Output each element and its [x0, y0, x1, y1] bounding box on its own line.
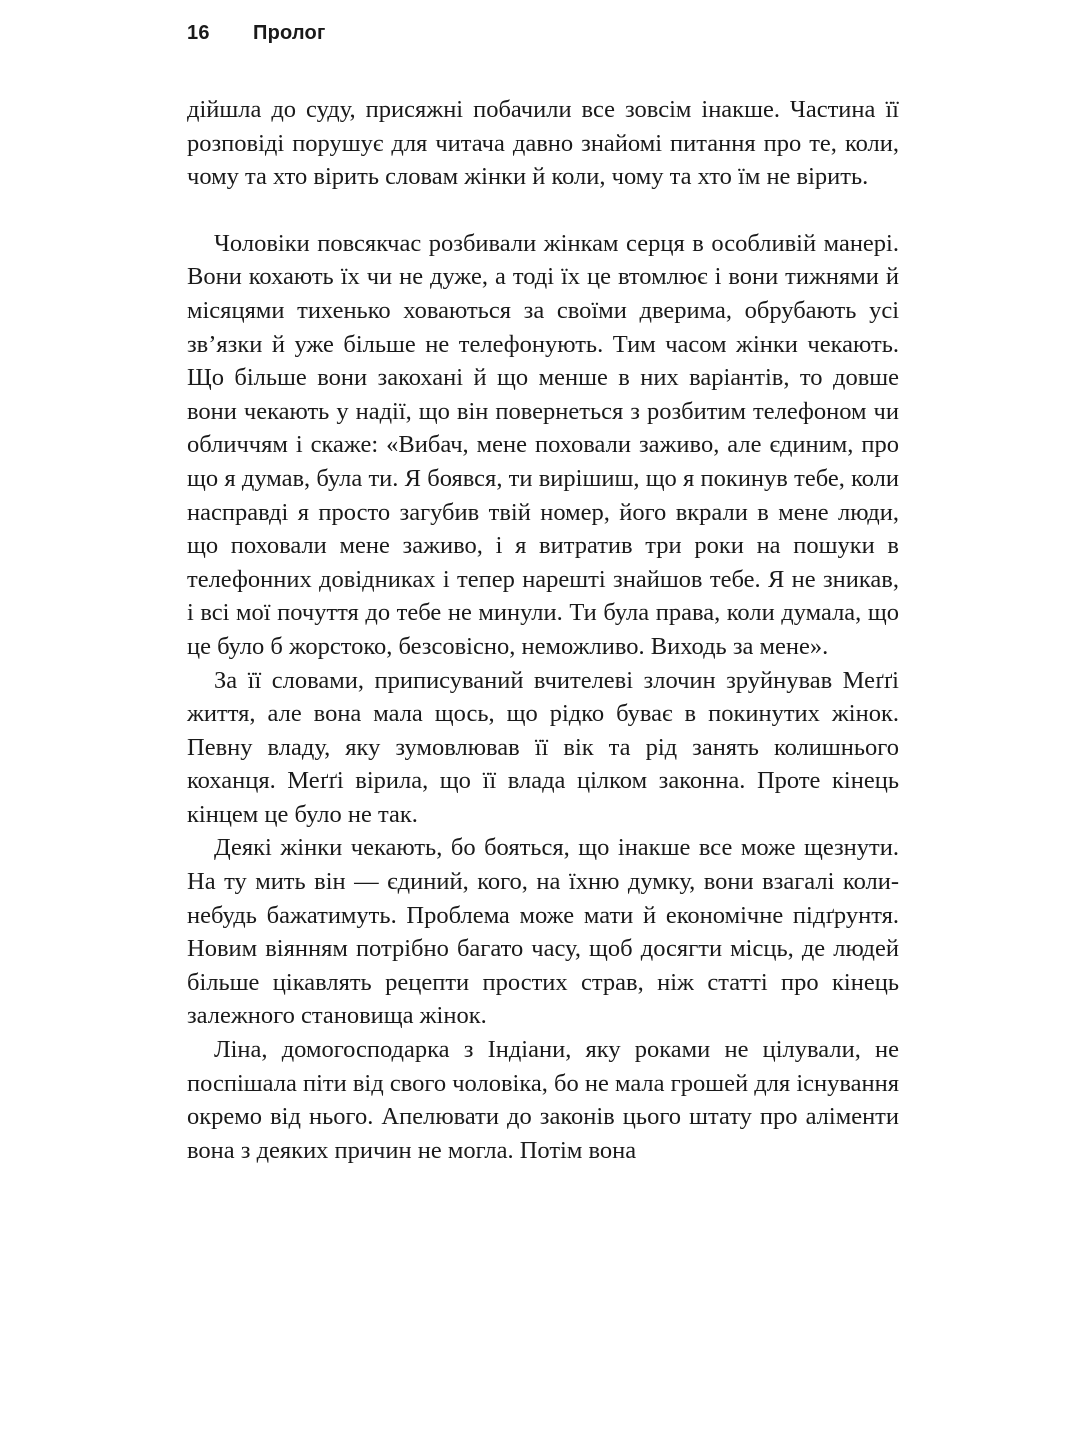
paragraph: Чоловіки повсякчас розбивали жінкам серця в особливій манері. Вони кохають їх чи не дуже, а тоді їх це втомлює і вони тижнями й місяцями тихенько ховаються за своїми дверима, обрубають усі зв’язки й уже більше не телефонують. Тим часом жінки чекають. Що більше вони закохані й що менше в них варіантів, то довше вони чекають у надії, що він повернеться з розбитим телефоном чи обличчям і скаже: «Вибач, мене поховали заживо, але єдиним, про що я думав, була ти. Я боявся, ти вирішиш, що я покинув тебе, коли насправді я просто загубив твій номер, його вкрали в мене люди, що поховали мене заживо, і я витратив три роки на пошуки в телефонних довідниках і тепер нарешті знайшов тебе. Я не зникав, і всі мої почуття до тебе не минули. Ти була права, коли думала, що це було б жорстоко, безсовісно, неможливо. Виходь за мене». — [187, 229, 899, 660]
body-text — [187, 93, 899, 1167]
running-header — [187, 22, 326, 56]
paragraph: Деякі жінки чекають, бо бояться, що інакше все може щезнути. На ту мить він — єдиний, кого, на їхню думку, вони взагалі коли-небудь бажатимуть. Проблема може мати й економічне підґрунтя. Новим віянням потрібно багато часу, щоб досягти місць, де людей більше цікавлять рецепти простих страв, ніж статті про кінець залежного становища жінок. — [187, 834, 899, 1030]
paragraph-continuation: дійшла до суду, присяжні побачили все зовсім інакше. Частина її розповіді порушує для читача давно знайомі питання про те, коли, чому та хто вірить словам жінки й коли, чому та хто їм не вірить. — [187, 96, 899, 191]
paragraph: За її словами, приписуваний вчителеві злочин зруйнував Меґґі життя, але вона мала щось, що рідко буває в покинутих жінок. Певну владу, яку зумовлював її вік та рід занять колишнього коханця. Меґґі вірила, що її влада цілком законна. Проте кінець кінцем це було не так. — [187, 666, 899, 828]
page-number: 16 — [187, 22, 210, 44]
chapter-title: Пролог — [253, 22, 326, 44]
paragraph: Ліна, домогосподарка з Індіани, яку роками не цілували, не поспішала піти від свого чоловіка, бо не мала грошей для існування окремо від нього. Апелювати до законів цього штату про аліменти вона з деяких причин не могла. Потім вона — [187, 1036, 899, 1164]
